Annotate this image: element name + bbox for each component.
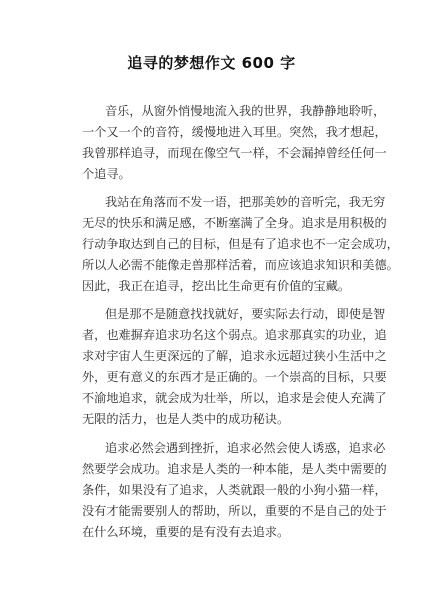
paragraph-4-line-4: 没有才能需要别人的帮助，所以，重要的不是自己的处于: [82, 504, 387, 518]
paragraph-3-line-3: 求对宇宙人生更深远的了解，追求永远超过狭小生活中之: [82, 349, 387, 363]
paragraph-4-line-1: 追求必然会遇到挫折，追求必然会使人诱惑，追求必: [105, 441, 386, 455]
paragraph-2-line-5: 因此，我正在追寻，挖出比生命更有价值的宝藏。: [82, 279, 351, 293]
paragraph-3-line-4: 外，更有意义的东西才是正确的。一个崇高的目标，只要: [82, 370, 387, 384]
paragraph-1-line-3: 我曾那样追寻，而现在像空气一样，不会漏掉曾经任何一: [82, 146, 387, 160]
paragraph-4-line-3: 条件，如果没有了追求，人类就跟一般的小狗小猫一样，: [82, 483, 387, 497]
paragraph-1-line-4: 个追寻。: [82, 167, 131, 181]
document-title: 追寻的梦想作文 600 字: [127, 54, 296, 72]
paragraph-3-line-2: 者，也难摒弃追求功名这个弱点。追求那真实的功业，追: [82, 328, 387, 342]
paragraph-2-line-3: 行动争取达到自己的目标，但是有了追求也不一定会成功，: [82, 237, 399, 251]
paragraph-2-line-4: 所以人必需不能像走兽那样活着，而应该追求知识和美德。: [82, 258, 399, 272]
paragraph-4-line-5: 在什么环境，重要的是有没有去追求。: [82, 525, 290, 539]
paragraph-4-line-2: 然要学会成功。追求是人类的一种本能，是人类中需要的: [82, 462, 387, 476]
paragraph-2-line-2: 无尽的快乐和满足感，不断塞满了全身。追求是用积极的: [82, 216, 387, 230]
paragraph-3-line-1: 但是那不是随意找找就好，要实际去行动，即使是智: [105, 307, 386, 321]
paragraph-2-line-1: 我站在角落而不发一语，把那美妙的音听完，我无穷: [105, 195, 386, 209]
paragraph-3-line-5: 不渝地追求，就会成为壮举，所以，追求是会使人充满了: [82, 391, 387, 405]
paragraph-3-line-6: 无限的活力，也是人类中的成功秘诀。: [82, 412, 290, 426]
paragraph-1-line-1: 音乐，从窗外悄慢地流入我的世界，我静静地聆听，: [105, 104, 386, 118]
paragraph-1-line-2: 一个又一个的音符，缓慢地进入耳里。突然，我才想起，: [82, 125, 387, 139]
